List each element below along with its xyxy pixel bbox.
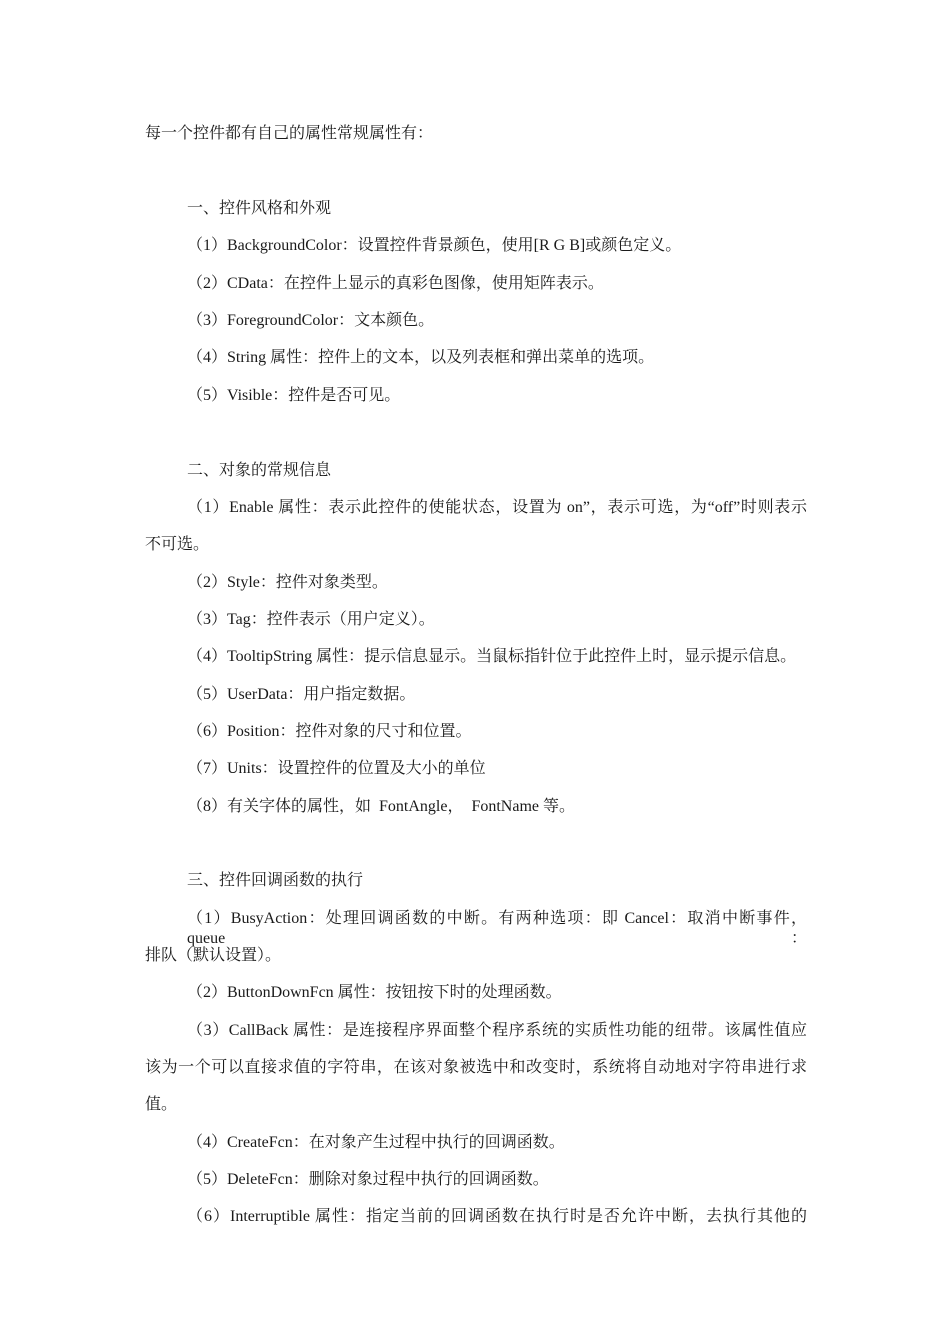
property-item: （1）Enable 属性：表示此控件的使能状态，设置为 on”，表示可选，为“off”时则表示 xyxy=(187,499,807,516)
property-item: （4）String 属性：控件上的文本，以及列表框和弹出菜单的选项。 xyxy=(187,349,655,366)
property-item: （1）BackgroundColor：设置控件背景颜色，使用[R G B]或颜色定义。 xyxy=(187,237,682,254)
property-item: （4）TooltipString 属性：提示信息显示。当鼠标指针位于此控件上时，显示提示信息。 xyxy=(187,648,797,665)
intro-text: 每一个控件都有自己的属性常规属性有： xyxy=(145,125,434,142)
property-item: （7）Units：设置控件的位置及大小的单位 xyxy=(187,760,486,777)
section-heading: 二、对象的常规信息 xyxy=(187,462,332,479)
property-item: （5）DeleteFcn：删除对象过程中执行的回调函数。 xyxy=(187,1171,549,1188)
property-item: （2）Style：控件对象类型。 xyxy=(187,574,388,591)
property-item: （5）UserData：用户指定数据。 xyxy=(187,686,416,703)
property-item: （8）有关字体的属性，如 FontAngle， FontName 等。 xyxy=(187,798,575,815)
section-heading: 三、控件回调函数的执行 xyxy=(187,872,364,889)
property-item-continuation: 值。 xyxy=(145,1096,178,1113)
property-item: （6）Position：控件对象的尺寸和位置。 xyxy=(187,723,472,740)
property-item: （3）ForegroundColor：文本颜色。 xyxy=(187,312,435,329)
property-item: （2）CData：在控件上显示的真彩色图像，使用矩阵表示。 xyxy=(187,275,604,292)
property-item: （1）BusyAction：处理回调函数的中断。有两种选项：即 Cancel：取消中断事件，queue： xyxy=(187,910,807,947)
property-item: （3）CallBack 属性：是连接程序界面整个程序系统的实质性功能的纽带。该属性值应 xyxy=(187,1022,807,1039)
property-item: （5）Visible：控件是否可见。 xyxy=(187,387,401,404)
property-item: （4）CreateFcn：在对象产生过程中执行的回调函数。 xyxy=(187,1134,565,1151)
section-heading: 一、控件风格和外观 xyxy=(187,200,332,217)
property-item-continuation: 排队（默认设置）。 xyxy=(145,947,282,964)
property-item: （6）Interruptible 属性：指定当前的回调函数在执行时是否允许中断，去执行其他的 xyxy=(187,1208,807,1225)
property-item-continuation: 不可选。 xyxy=(145,536,210,553)
property-item: （2）ButtonDownFcn 属性：按钮按下时的处理函数。 xyxy=(187,984,562,1001)
property-item: （3）Tag：控件表示（用户定义）。 xyxy=(187,611,435,628)
property-item-continuation: 该为一个可以直接求值的字符串，在该对象被选中和改变时，系统将自动地对字符串进行求 xyxy=(145,1059,807,1076)
